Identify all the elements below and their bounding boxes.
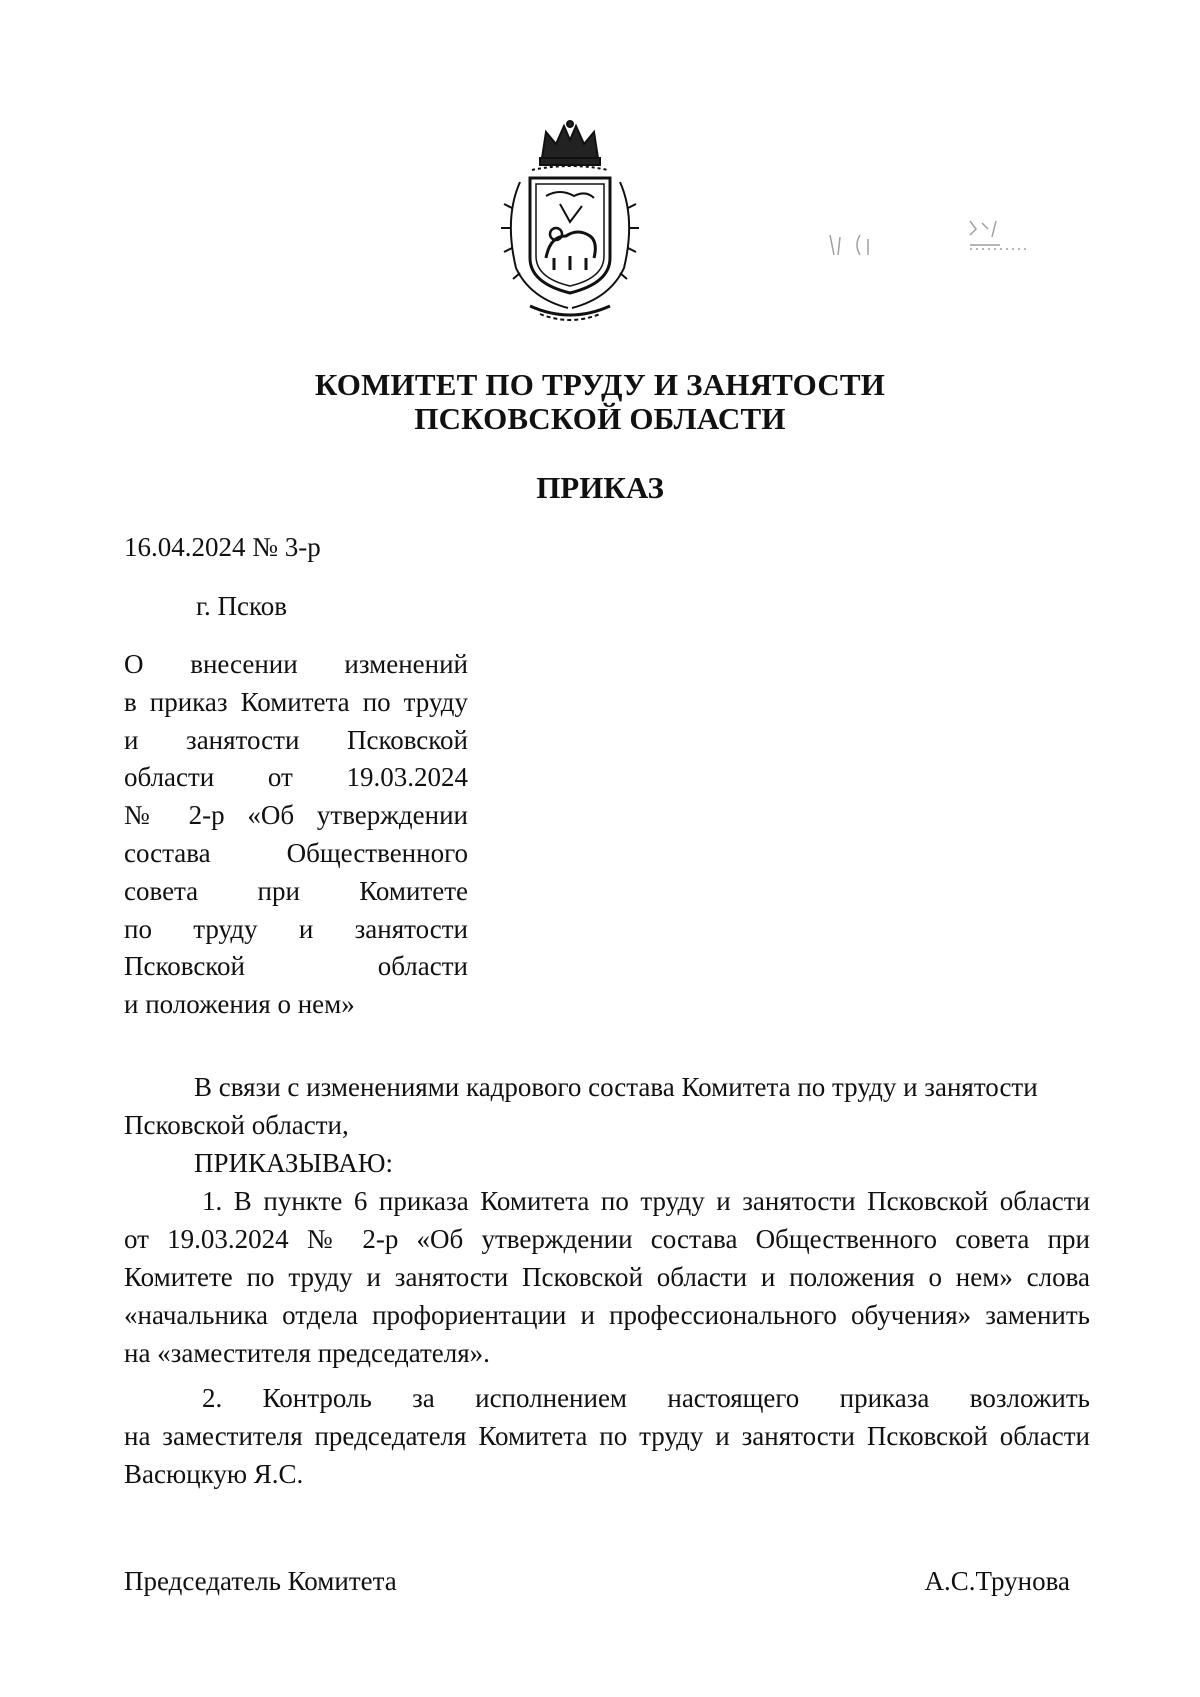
item-2-line: Васюцкую Я.С.: [124, 1459, 304, 1489]
subject-line: состава Общественного: [124, 837, 468, 868]
item-1-line: на «заместителя председателя».: [124, 1338, 490, 1368]
org-title-line-2: ПСКОВСКОЙ ОБЛАСТИ: [414, 401, 786, 436]
item-1-line: от 19.03.2024 № 2-р «Об утверждении состава Общественного совета при: [124, 1224, 1090, 1254]
subject-line: совета при Комитете: [124, 875, 468, 906]
paragraph-gap: [124, 1372, 1090, 1379]
date-number: 16.04.2024 № 3-р: [124, 532, 321, 562]
city: г. Псков: [196, 591, 288, 621]
subject-line: и занятости Псковской: [124, 724, 468, 755]
order-body: [124, 1068, 1090, 1493]
subject-line: в приказ Комитета по труду: [124, 686, 468, 717]
item-2-line: на заместителя председателя Комитета по труду и занятости Псковской области: [124, 1421, 1090, 1451]
scan-marks-icon: [820, 215, 1030, 275]
subject-line: области от 19.03.2024: [124, 762, 468, 793]
preamble-line: В связи с изменениями кадрового состава Комитета по труду и занятости: [194, 1072, 1038, 1102]
item-1-line: 1. В пункте 6 приказа Комитета по труду и занятости Псковской области: [202, 1186, 1090, 1216]
subject-line: Псковской области: [124, 951, 468, 982]
item-1-line: Комитете по труду и занятости Псковской области и положения о нем» слова: [124, 1262, 1090, 1292]
order-word: ПРИКАЗЫВАЮ:: [194, 1148, 393, 1178]
subject-line: и положения о нем»: [124, 989, 355, 1020]
preamble-line: Псковской области,: [124, 1110, 349, 1140]
order-subject: [124, 646, 468, 1024]
subject-line: О внесении изменений: [124, 649, 468, 679]
subject-line: № 2-р «Об утверждении: [124, 800, 468, 831]
signature-title: Председатель Комитета: [124, 1566, 397, 1596]
item-2-line: 2. Контроль за исполнением настоящего приказа возложить: [202, 1383, 1090, 1413]
item-1-line: «начальника отдела профориентации и профессионального обучения» заменить: [124, 1300, 1090, 1330]
subject-line: по труду и занятости: [124, 913, 468, 944]
org-title-line-1: КОМИТЕТ ПО ТРУДУ И ЗАНЯТОСТИ: [314, 367, 886, 402]
signature-name: А.С.Трунова: [924, 1566, 1070, 1596]
document-type: ПРИКАЗ: [536, 470, 664, 505]
pskov-region-coat-of-arms-icon: [490, 118, 650, 326]
